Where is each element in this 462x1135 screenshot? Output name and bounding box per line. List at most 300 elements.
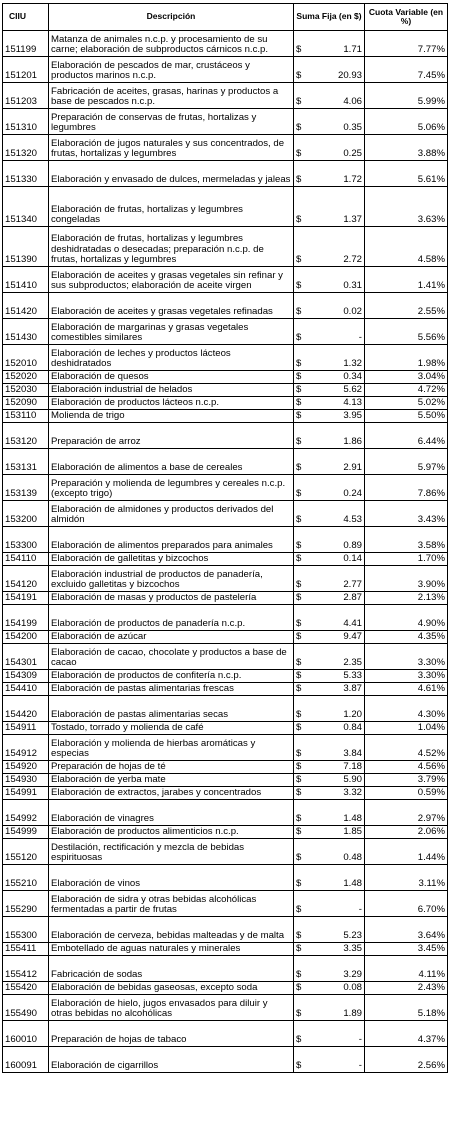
- cell-descripcion: Elaboración de frutas, hortalizas y legumbres deshidratadas o desecadas; preparación n.c.p. de frutas, hortalizas y legumbres: [49, 227, 294, 267]
- cell-descripcion: Elaboración de productos alimenticios n.c.p.: [49, 826, 294, 839]
- table-row: [3, 1021, 448, 1047]
- cell-cuota-variable: 5.97%: [365, 449, 448, 475]
- table-row: [3, 553, 448, 566]
- cell-cuota-variable: 7.77%: [365, 31, 448, 57]
- cell-descripcion: Preparación de hojas de té: [49, 761, 294, 774]
- amount-value: -: [358, 1060, 362, 1072]
- cell-ciiu: 151410: [3, 267, 49, 293]
- table-row: [3, 1047, 448, 1073]
- amount-value: 4.41: [343, 618, 362, 630]
- cell-suma-fija: [294, 800, 365, 826]
- cell-ciiu: 153139: [3, 475, 49, 501]
- cell-descripcion: Elaboración de sidra y otras bebidas alcohólicas fermentadas a partir de frutas: [49, 891, 294, 917]
- currency-symbol: $: [296, 397, 302, 409]
- cell-ciiu: 154992: [3, 800, 49, 826]
- cell-descripcion: Elaboración de productos lácteos n.c.p.: [49, 397, 294, 410]
- cell-cuota-variable: 2.13%: [365, 592, 448, 605]
- cell-suma-fija: [294, 670, 365, 683]
- cell-descripcion: Elaboración industrial de helados: [49, 384, 294, 397]
- amount-value: 1.37: [343, 214, 362, 226]
- cell-descripcion: Elaboración de jugos naturales y sus concentrados, de frutas, hortalizas y legumbres: [49, 135, 294, 161]
- currency-symbol: $: [296, 436, 302, 448]
- cell-ciiu: 154191: [3, 592, 49, 605]
- amount-value: 4.06: [343, 96, 362, 108]
- cell-cuota-variable: 3.11%: [365, 865, 448, 891]
- currency-symbol: $: [296, 174, 302, 186]
- currency-symbol: $: [296, 930, 302, 942]
- table-row: [3, 397, 448, 410]
- currency-symbol: $: [296, 280, 302, 292]
- table-row: [3, 187, 448, 227]
- cell-ciiu: 154120: [3, 566, 49, 592]
- cell-ciiu: 160091: [3, 1047, 49, 1073]
- cell-cuota-variable: 3.58%: [365, 527, 448, 553]
- currency-symbol: $: [296, 553, 302, 565]
- cell-suma-fija: [294, 397, 365, 410]
- amount-value: 1.86: [343, 436, 362, 448]
- cell-descripcion: Elaboración de yerba mate: [49, 774, 294, 787]
- header-suma-fija: Suma Fija (en $): [294, 4, 365, 31]
- amount-value: 3.35: [343, 943, 362, 955]
- amount-value: 0.24: [343, 488, 362, 500]
- table-row: [3, 449, 448, 475]
- table-row: [3, 995, 448, 1021]
- table-row: [3, 384, 448, 397]
- cell-ciiu: 152020: [3, 371, 49, 384]
- table-row: [3, 826, 448, 839]
- table-row: [3, 761, 448, 774]
- currency-symbol: $: [296, 969, 302, 981]
- amount-value: 0.02: [343, 306, 362, 318]
- currency-symbol: $: [296, 514, 302, 526]
- amount-value: 2.91: [343, 462, 362, 474]
- table-row: [3, 345, 448, 371]
- cell-descripcion: Fabricación de aceites, grasas, harinas y productos a base de pescados n.c.p.: [49, 83, 294, 109]
- currency-symbol: $: [296, 214, 302, 226]
- cell-suma-fija: [294, 345, 365, 371]
- table-row: [3, 527, 448, 553]
- currency-symbol: $: [296, 1008, 302, 1020]
- amount-value: 0.35: [343, 122, 362, 134]
- cell-cuota-variable: 5.06%: [365, 109, 448, 135]
- cell-suma-fija: [294, 187, 365, 227]
- amount-value: 5.90: [343, 774, 362, 786]
- cell-cuota-variable: 3.30%: [365, 670, 448, 683]
- cell-ciiu: 154301: [3, 644, 49, 670]
- cell-descripcion: Elaboración de cacao, chocolate y productos a base de cacao: [49, 644, 294, 670]
- currency-symbol: $: [296, 774, 302, 786]
- cell-suma-fija: [294, 553, 365, 566]
- cell-descripcion: Tostado, torrado y molienda de café: [49, 722, 294, 735]
- cell-cuota-variable: 2.97%: [365, 800, 448, 826]
- cell-cuota-variable: 5.56%: [365, 319, 448, 345]
- cell-descripcion: Elaboración de hielo, jugos envasados para diluir y otras bebidas no alcohólicas: [49, 995, 294, 1021]
- cell-descripcion: Elaboración de productos de panadería n.c.p.: [49, 605, 294, 631]
- cell-ciiu: 151310: [3, 109, 49, 135]
- cell-ciiu: 155411: [3, 943, 49, 956]
- table-row: [3, 31, 448, 57]
- cell-descripcion: Elaboración de masas y productos de pastelería: [49, 592, 294, 605]
- cell-cuota-variable: 5.50%: [365, 410, 448, 423]
- amount-value: 1.71: [343, 44, 362, 56]
- cell-suma-fija: [294, 449, 365, 475]
- cell-cuota-variable: 5.99%: [365, 83, 448, 109]
- table-row: [3, 631, 448, 644]
- cell-cuota-variable: 4.72%: [365, 384, 448, 397]
- cell-descripcion: Elaboración de galletitas y bizcochos: [49, 553, 294, 566]
- cell-descripcion: Fabricación de sodas: [49, 956, 294, 982]
- cell-suma-fija: [294, 787, 365, 800]
- cell-descripcion: Elaboración de quesos: [49, 371, 294, 384]
- cell-descripcion: Embotellado de aguas naturales y minerales: [49, 943, 294, 956]
- table-row: [3, 227, 448, 267]
- cell-ciiu: 154110: [3, 553, 49, 566]
- table-header: [3, 4, 448, 31]
- currency-symbol: $: [296, 631, 302, 643]
- cell-cuota-variable: 5.18%: [365, 995, 448, 1021]
- cell-ciiu: 154930: [3, 774, 49, 787]
- cell-suma-fija: [294, 410, 365, 423]
- cell-ciiu: 151330: [3, 161, 49, 187]
- cell-ciiu: 153110: [3, 410, 49, 423]
- currency-symbol: $: [296, 852, 302, 864]
- cell-ciiu: 151340: [3, 187, 49, 227]
- currency-symbol: $: [296, 904, 302, 916]
- amount-value: 3.29: [343, 969, 362, 981]
- cell-suma-fija: [294, 917, 365, 943]
- cell-suma-fija: [294, 227, 365, 267]
- cell-descripcion: Elaboración de aceites y grasas vegetales refinadas: [49, 293, 294, 319]
- tariff-table: [2, 3, 448, 1073]
- cell-descripcion: Elaboración de pastas alimentarias frescas: [49, 683, 294, 696]
- amount-value: 2.77: [343, 579, 362, 591]
- cell-cuota-variable: 4.11%: [365, 956, 448, 982]
- cell-cuota-variable: 3.79%: [365, 774, 448, 787]
- cell-cuota-variable: 1.70%: [365, 553, 448, 566]
- cell-suma-fija: [294, 566, 365, 592]
- table-row: [3, 839, 448, 865]
- cell-ciiu: 154309: [3, 670, 49, 683]
- amount-value: 0.89: [343, 540, 362, 552]
- amount-value: 0.14: [343, 553, 362, 565]
- currency-symbol: $: [296, 813, 302, 825]
- table-row: [3, 267, 448, 293]
- currency-symbol: $: [296, 384, 302, 396]
- cell-descripcion: Elaboración de pescados de mar, crustáceos y productos marinos n.c.p.: [49, 57, 294, 83]
- cell-ciiu: 151390: [3, 227, 49, 267]
- cell-ciiu: 154410: [3, 683, 49, 696]
- table-row: [3, 644, 448, 670]
- amount-value: 3.95: [343, 410, 362, 422]
- amount-value: 0.25: [343, 148, 362, 160]
- cell-ciiu: 154920: [3, 761, 49, 774]
- cell-cuota-variable: 2.06%: [365, 826, 448, 839]
- cell-cuota-variable: 0.59%: [365, 787, 448, 800]
- amount-value: 1.85: [343, 826, 362, 838]
- cell-cuota-variable: 4.30%: [365, 696, 448, 722]
- cell-suma-fija: [294, 696, 365, 722]
- cell-cuota-variable: 4.37%: [365, 1021, 448, 1047]
- cell-ciiu: 160010: [3, 1021, 49, 1047]
- cell-suma-fija: [294, 592, 365, 605]
- cell-ciiu: 154999: [3, 826, 49, 839]
- table-row: [3, 501, 448, 527]
- amount-value: 5.23: [343, 930, 362, 942]
- cell-suma-fija: [294, 839, 365, 865]
- amount-value: 5.33: [343, 670, 362, 682]
- currency-symbol: $: [296, 709, 302, 721]
- cell-cuota-variable: 3.90%: [365, 566, 448, 592]
- cell-suma-fija: [294, 423, 365, 449]
- table-row: [3, 956, 448, 982]
- cell-cuota-variable: 2.43%: [365, 982, 448, 995]
- cell-suma-fija: [294, 865, 365, 891]
- cell-descripcion: Elaboración de pastas alimentarias secas: [49, 696, 294, 722]
- table-row: [3, 605, 448, 631]
- currency-symbol: $: [296, 982, 302, 994]
- cell-cuota-variable: 2.55%: [365, 293, 448, 319]
- cell-suma-fija: [294, 475, 365, 501]
- cell-cuota-variable: 3.04%: [365, 371, 448, 384]
- cell-ciiu: 153131: [3, 449, 49, 475]
- currency-symbol: $: [296, 878, 302, 890]
- cell-cuota-variable: 3.45%: [365, 943, 448, 956]
- cell-suma-fija: [294, 605, 365, 631]
- cell-cuota-variable: 3.43%: [365, 501, 448, 527]
- cell-suma-fija: [294, 293, 365, 319]
- header-descripcion: Descripción: [49, 4, 294, 31]
- currency-symbol: $: [296, 306, 302, 318]
- table-row: [3, 774, 448, 787]
- table-row: [3, 57, 448, 83]
- cell-descripcion: Preparación de arroz: [49, 423, 294, 449]
- cell-suma-fija: [294, 1047, 365, 1073]
- currency-symbol: $: [296, 943, 302, 955]
- cell-ciiu: 151430: [3, 319, 49, 345]
- currency-symbol: $: [296, 148, 302, 160]
- amount-value: 3.87: [343, 683, 362, 695]
- cell-cuota-variable: 1.98%: [365, 345, 448, 371]
- cell-ciiu: 151203: [3, 83, 49, 109]
- cell-descripcion: Preparación y molienda de legumbres y cereales n.c.p. (excepto trigo): [49, 475, 294, 501]
- cell-cuota-variable: 1.41%: [365, 267, 448, 293]
- currency-symbol: $: [296, 462, 302, 474]
- cell-cuota-variable: 4.35%: [365, 631, 448, 644]
- amount-value: -: [358, 1034, 362, 1046]
- cell-suma-fija: [294, 267, 365, 293]
- cell-ciiu: 154420: [3, 696, 49, 722]
- cell-cuota-variable: 2.56%: [365, 1047, 448, 1073]
- amount-value: 0.08: [343, 982, 362, 994]
- cell-ciiu: 151420: [3, 293, 49, 319]
- cell-ciiu: 152090: [3, 397, 49, 410]
- cell-ciiu: 154912: [3, 735, 49, 761]
- cell-suma-fija: [294, 956, 365, 982]
- table-row: [3, 787, 448, 800]
- cell-cuota-variable: 6.70%: [365, 891, 448, 917]
- cell-ciiu: 151201: [3, 57, 49, 83]
- cell-descripcion: Elaboración de alimentos preparados para animales: [49, 527, 294, 553]
- table-row: [3, 917, 448, 943]
- cell-descripcion: Preparación de hojas de tabaco: [49, 1021, 294, 1047]
- table-row: [3, 161, 448, 187]
- cell-suma-fija: [294, 891, 365, 917]
- currency-symbol: $: [296, 254, 302, 266]
- amount-value: 1.89: [343, 1008, 362, 1020]
- cell-cuota-variable: 1.44%: [365, 839, 448, 865]
- cell-suma-fija: [294, 774, 365, 787]
- cell-ciiu: 154991: [3, 787, 49, 800]
- currency-symbol: $: [296, 410, 302, 422]
- cell-descripcion: Elaboración de vinos: [49, 865, 294, 891]
- table-row: [3, 566, 448, 592]
- table-row: [3, 696, 448, 722]
- table-row: [3, 722, 448, 735]
- cell-suma-fija: [294, 31, 365, 57]
- amount-value: 2.72: [343, 254, 362, 266]
- cell-ciiu: 153200: [3, 501, 49, 527]
- cell-suma-fija: [294, 761, 365, 774]
- table-row: [3, 943, 448, 956]
- currency-symbol: $: [296, 722, 302, 734]
- cell-cuota-variable: 4.61%: [365, 683, 448, 696]
- amount-value: 20.93: [337, 70, 362, 82]
- cell-cuota-variable: 3.88%: [365, 135, 448, 161]
- amount-value: 4.13: [343, 397, 362, 409]
- cell-suma-fija: [294, 735, 365, 761]
- amount-value: 1.48: [343, 878, 362, 890]
- cell-ciiu: 154200: [3, 631, 49, 644]
- currency-symbol: $: [296, 787, 302, 799]
- table-row: [3, 475, 448, 501]
- amount-value: 1.20: [343, 709, 362, 721]
- cell-suma-fija: [294, 109, 365, 135]
- currency-symbol: $: [296, 1034, 302, 1046]
- table-row: [3, 735, 448, 761]
- cell-descripcion: Elaboración de almidones y productos derivados del almidón: [49, 501, 294, 527]
- cell-cuota-variable: 5.61%: [365, 161, 448, 187]
- amount-value: 0.31: [343, 280, 362, 292]
- cell-cuota-variable: 3.30%: [365, 644, 448, 670]
- currency-symbol: $: [296, 826, 302, 838]
- cell-descripcion: Elaboración de vinagres: [49, 800, 294, 826]
- cell-suma-fija: [294, 995, 365, 1021]
- cell-cuota-variable: 1.04%: [365, 722, 448, 735]
- cell-suma-fija: [294, 1021, 365, 1047]
- cell-suma-fija: [294, 527, 365, 553]
- cell-suma-fija: [294, 501, 365, 527]
- cell-suma-fija: [294, 683, 365, 696]
- currency-symbol: $: [296, 44, 302, 56]
- table-row: [3, 319, 448, 345]
- amount-value: 2.35: [343, 657, 362, 669]
- currency-symbol: $: [296, 1060, 302, 1072]
- currency-symbol: $: [296, 70, 302, 82]
- currency-symbol: $: [296, 579, 302, 591]
- cell-descripcion: Elaboración industrial de productos de panadería, excluido galletitas y bizcochos: [49, 566, 294, 592]
- cell-suma-fija: [294, 371, 365, 384]
- currency-symbol: $: [296, 540, 302, 552]
- cell-ciiu: 155300: [3, 917, 49, 943]
- cell-ciiu: 152010: [3, 345, 49, 371]
- amount-value: 2.87: [343, 592, 362, 604]
- header-cuota-variable: Cuota Variable (en %): [365, 4, 448, 31]
- amount-value: 0.34: [343, 371, 362, 383]
- cell-ciiu: 153300: [3, 527, 49, 553]
- amount-value: 5.62: [343, 384, 362, 396]
- cell-suma-fija: [294, 722, 365, 735]
- cell-descripcion: Elaboración de azúcar: [49, 631, 294, 644]
- cell-suma-fija: [294, 135, 365, 161]
- cell-suma-fija: [294, 161, 365, 187]
- cell-ciiu: 151320: [3, 135, 49, 161]
- table-row: [3, 800, 448, 826]
- table-row: [3, 865, 448, 891]
- cell-descripcion: Molienda de trigo: [49, 410, 294, 423]
- currency-symbol: $: [296, 488, 302, 500]
- table-body: [3, 31, 448, 1073]
- table-row: [3, 410, 448, 423]
- cell-suma-fija: [294, 83, 365, 109]
- cell-suma-fija: [294, 384, 365, 397]
- currency-symbol: $: [296, 618, 302, 630]
- table-row: [3, 423, 448, 449]
- cell-cuota-variable: 4.58%: [365, 227, 448, 267]
- amount-value: 9.47: [343, 631, 362, 643]
- cell-descripcion: Elaboración de alimentos a base de cereales: [49, 449, 294, 475]
- cell-ciiu: 155412: [3, 956, 49, 982]
- cell-ciiu: 155210: [3, 865, 49, 891]
- currency-symbol: $: [296, 592, 302, 604]
- cell-descripcion: Elaboración y molienda de hierbas aromáticas y especias: [49, 735, 294, 761]
- amount-value: 4.53: [343, 514, 362, 526]
- cell-suma-fija: [294, 631, 365, 644]
- cell-descripcion: Matanza de animales n.c.p. y procesamiento de su carne; elaboración de subproductos cárnicos n.c.p.: [49, 31, 294, 57]
- table-row: [3, 683, 448, 696]
- cell-ciiu: 155120: [3, 839, 49, 865]
- currency-symbol: $: [296, 96, 302, 108]
- cell-descripcion: Elaboración de extractos, jarabes y concentrados: [49, 787, 294, 800]
- cell-ciiu: 155420: [3, 982, 49, 995]
- table-row: [3, 592, 448, 605]
- cell-descripcion: Destilación, rectificación y mezcla de bebidas espirituosas: [49, 839, 294, 865]
- cell-ciiu: 153120: [3, 423, 49, 449]
- cell-suma-fija: [294, 826, 365, 839]
- cell-cuota-variable: 7.45%: [365, 57, 448, 83]
- currency-symbol: $: [296, 122, 302, 134]
- header-row: [3, 4, 448, 31]
- currency-symbol: $: [296, 358, 302, 370]
- cell-descripcion: Elaboración de aceites y grasas vegetales sin refinar y sus subproductos; elaboración de aceite virgen: [49, 267, 294, 293]
- cell-ciiu: 155290: [3, 891, 49, 917]
- currency-symbol: $: [296, 371, 302, 383]
- table-row: [3, 135, 448, 161]
- cell-suma-fija: [294, 57, 365, 83]
- cell-ciiu: 152030: [3, 384, 49, 397]
- cell-descripcion: Elaboración y envasado de dulces, mermeladas y jaleas: [49, 161, 294, 187]
- cell-descripcion: Elaboración de margarinas y grasas vegetales comestibles similares: [49, 319, 294, 345]
- table-row: [3, 109, 448, 135]
- cell-cuota-variable: 3.64%: [365, 917, 448, 943]
- amount-value: 1.32: [343, 358, 362, 370]
- cell-descripcion: Elaboración de leches y productos lácteos deshidratados: [49, 345, 294, 371]
- cell-descripcion: Elaboración de bebidas gaseosas, excepto soda: [49, 982, 294, 995]
- cell-suma-fija: [294, 319, 365, 345]
- table-row: [3, 371, 448, 384]
- cell-descripcion: Elaboración de productos de confitería n.c.p.: [49, 670, 294, 683]
- table-row: [3, 982, 448, 995]
- cell-suma-fija: [294, 943, 365, 956]
